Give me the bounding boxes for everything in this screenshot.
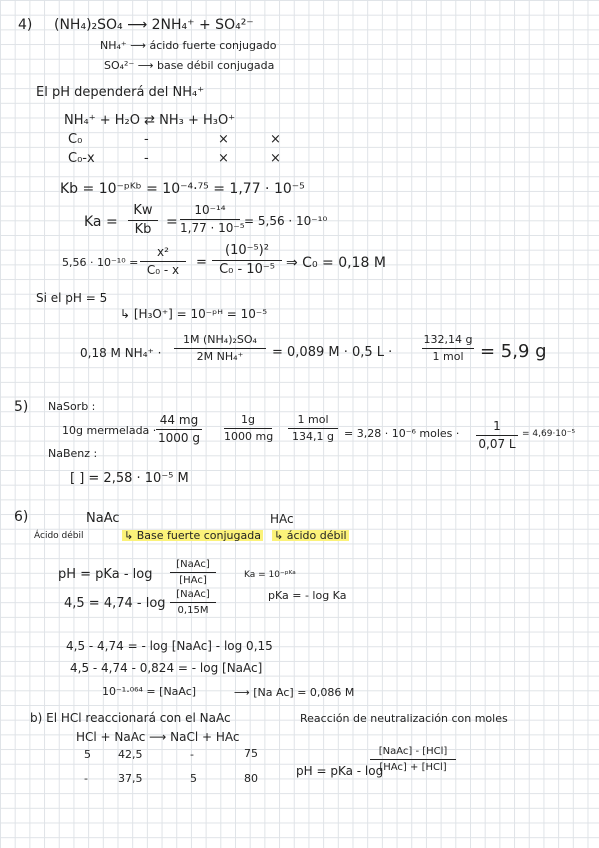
q4-fraction-substituted <box>212 244 282 278</box>
q6-weak-acid-label: Ácido débil <box>34 531 84 541</box>
q6b-row1-hcl: 5 <box>84 748 91 761</box>
q6-number: 6) <box>14 509 29 525</box>
q4-ka-fraction-values <box>180 203 245 236</box>
q6b-row2-hac: 80 <box>244 772 258 785</box>
q6b-row2-nacl: 5 <box>190 772 197 785</box>
q5-nasorb-label: NaSorb : <box>48 400 96 413</box>
q4-stoich-fraction <box>174 334 266 363</box>
q4-dissociation: (NH₄)₂SO₄ ⟶ 2NH₄⁺ + SO₄²⁻ <box>54 17 254 33</box>
fraction-bar <box>156 429 202 430</box>
q6b-row2-hcl: - <box>84 772 88 785</box>
fraction-bar <box>212 260 282 261</box>
q4-ka-numerator: Kw <box>133 203 153 218</box>
q5-number: 5) <box>14 399 29 415</box>
q4-substituted-numerator: (10⁻⁵)² <box>225 243 269 258</box>
q4-equilibrium-equals: = <box>196 255 207 270</box>
fraction-bar <box>170 602 216 603</box>
q6-naac-result: ⟶ [Na Ac] = 0,086 M <box>234 686 355 699</box>
q5-fraction-per-volume <box>476 420 518 451</box>
q4-fraction-x2 <box>140 246 186 277</box>
fraction-bar <box>288 428 338 429</box>
q6b-row1-naac: 42,5 <box>118 748 143 761</box>
q4-ka-value-numerator: 10⁻¹⁴ <box>194 203 226 217</box>
q4-number: 4) <box>18 17 33 33</box>
q6-pka-note: pKa = - log Ka <box>268 589 347 602</box>
fraction-bar <box>128 220 158 221</box>
q4-equilibrium-header: NH₄⁺ + H₂O ⇄ NH₃ + H₃O⁺ <box>64 113 236 128</box>
q5-fraction3-denominator: 134,1 g <box>292 430 334 444</box>
q4-x2-numerator: x² <box>157 245 169 259</box>
q5-fraction-g-per-mg <box>224 414 272 443</box>
q6-strong-conjugate-base-label: ↳ Base fuerte conjugada <box>124 529 261 542</box>
q5-lhs: 10g mermelada · <box>62 424 157 437</box>
q4-so4-note: SO₄²⁻ ⟶ base débil conjugada <box>104 59 275 72</box>
q4-row-cx-water: - <box>144 151 149 166</box>
q5-fraction4-numerator: 1 <box>493 419 501 433</box>
q4-ph-note: El pH dependerá del NH₄⁺ <box>36 85 205 100</box>
q5-fraction-mol-per-g <box>288 414 338 443</box>
fraction-bar <box>422 348 474 349</box>
q4-row-cx-label: C₀-x <box>68 151 95 166</box>
q5-fraction3-numerator: 1 mol <box>297 413 329 426</box>
q6-naac: NaAc <box>86 511 120 526</box>
q4-row-cx-nh3: × <box>218 151 229 166</box>
q6-ka-note: Ka = 10⁻ᵖᴷᵃ <box>244 570 296 580</box>
q4-ka-result: = 5,56 · 10⁻¹⁰ <box>244 214 328 228</box>
q4-mass-result: = 5,9 g <box>480 341 547 362</box>
q4-kb-equation: Kb = 10⁻ᵖᴷᵇ = 10⁻⁴·⁷⁵ = 1,77 · 10⁻⁵ <box>60 181 305 197</box>
q4-ka-fraction-kw-kb <box>128 204 158 238</box>
q5-fraction1-numerator: 44 mg <box>159 413 199 427</box>
q6-substituted-denominator: 0,15M <box>177 605 209 616</box>
q6b-final-fraction <box>370 746 456 773</box>
q4-ka-value-denominator: 1,77 · 10⁻⁵ <box>180 221 245 236</box>
q4-row-c0-h3o: × <box>270 132 281 147</box>
q5-concentration: [ ] = 2,58 · 10⁻⁵ M <box>70 471 189 486</box>
q5-fraction4-denominator: 0,07 L <box>478 437 516 452</box>
q6-henderson-denominator: [HAc] <box>179 575 207 586</box>
q6b-final-lhs: pH = pKa - log <box>296 764 384 778</box>
q5-moles: = 3,28 · 10⁻⁶ moles · <box>344 427 460 440</box>
q4-mass-lhs: 0,18 M NH₄⁺ · <box>80 346 162 360</box>
q6-substituted-fraction <box>170 589 216 616</box>
q5-fraction1-denominator: 1000 g <box>158 431 200 446</box>
q4-row-cx-h3o: × <box>270 151 281 166</box>
q6b-row2-naac: 37,5 <box>118 772 143 785</box>
q4-equilibrium-lhs: 5,56 · 10⁻¹⁰ = <box>62 256 139 269</box>
q4-moles-volume: = 0,089 M · 0,5 L · <box>272 345 393 360</box>
fraction-bar <box>174 348 266 349</box>
q4-h3o-concentration: ↳ [H₃O⁺] = 10⁻ᵖᴴ = 10⁻⁵ <box>120 307 268 321</box>
q6b-reaction-header: HCl + NaAc ⟶ NaCl + HAc <box>76 730 240 744</box>
q4-x2-denominator: C₀ - x <box>146 263 180 278</box>
q4-nh4-note: NH₄⁺ ⟶ ácido fuerte conjugado <box>100 39 277 52</box>
q4-ka-lhs: Ka = <box>84 214 118 230</box>
q4-row-c0-label: C₀ <box>68 132 83 147</box>
q4-stoich-denominator: 2M NH₄⁺ <box>196 350 244 364</box>
q4-ph-condition: Si el pH = 5 <box>36 291 108 305</box>
q4-molar-mass-denominator: 1 mol <box>432 350 464 364</box>
fraction-bar <box>476 435 518 436</box>
q6b-final-numerator: [NaAc] - [HCl] <box>378 746 448 757</box>
q4-substituted-denominator: C₀ - 10⁻⁵ <box>219 262 275 278</box>
q6-step-1: 4,5 - 4,74 = - log [NaAc] - log 0,15 <box>66 639 273 653</box>
q6-henderson-fraction <box>170 559 216 586</box>
fraction-bar <box>170 572 216 573</box>
q6-step-3: 10⁻¹·⁰⁶⁴ = [NaAc] <box>102 685 197 698</box>
q6-hac: HAc <box>270 512 294 526</box>
q5-fraction2-denominator: 1000 mg <box>224 430 274 444</box>
q6b-row1-nacl: - <box>190 748 194 761</box>
q6-substituted-lhs: 4,5 = 4,74 - log <box>64 596 166 611</box>
q4-row-c0-water: - <box>144 132 149 147</box>
q4-molar-mass-fraction <box>422 334 474 363</box>
q6b-neutralization-note: Reacción de neutralización con moles <box>300 712 508 725</box>
fraction-bar <box>140 261 186 262</box>
q5-fraction-mg-per-g <box>156 414 202 445</box>
q4-row-c0-nh3: × <box>218 132 229 147</box>
q6-weak-acid-highlight: ↳ ácido débil <box>274 529 347 542</box>
q6-henderson-lhs: pH = pKa - log <box>58 567 153 582</box>
q5-result: = 4,69·10⁻⁵ <box>522 429 576 439</box>
fraction-bar <box>224 428 272 429</box>
q6-step-2: 4,5 - 4,74 - 0,824 = - log [NaAc] <box>70 661 263 675</box>
q6b-final-denominator: [HAc] + [HCl] <box>379 762 447 773</box>
q5-nabenz-label: NaBenz : <box>48 447 98 460</box>
fraction-bar <box>180 219 240 220</box>
q4-ka-denominator: Kb <box>134 222 152 238</box>
q6-henderson-numerator: [NaAc] <box>176 559 210 570</box>
q6-substituted-numerator: [NaAc] <box>176 589 210 600</box>
q4-ka-equals: = <box>166 214 178 230</box>
q6b-row1-hac: 75 <box>244 747 258 760</box>
q6b-label: b) El HCl reaccionará con el NaAc <box>30 711 231 725</box>
q4-c0-result: ⇒ C₀ = 0,18 M <box>286 255 386 271</box>
q5-fraction2-numerator: 1g <box>241 413 255 426</box>
fraction-bar <box>370 759 456 760</box>
q4-stoich-numerator: 1M (NH₄)₂SO₄ <box>183 333 257 346</box>
q4-molar-mass-numerator: 132,14 g <box>423 333 473 346</box>
